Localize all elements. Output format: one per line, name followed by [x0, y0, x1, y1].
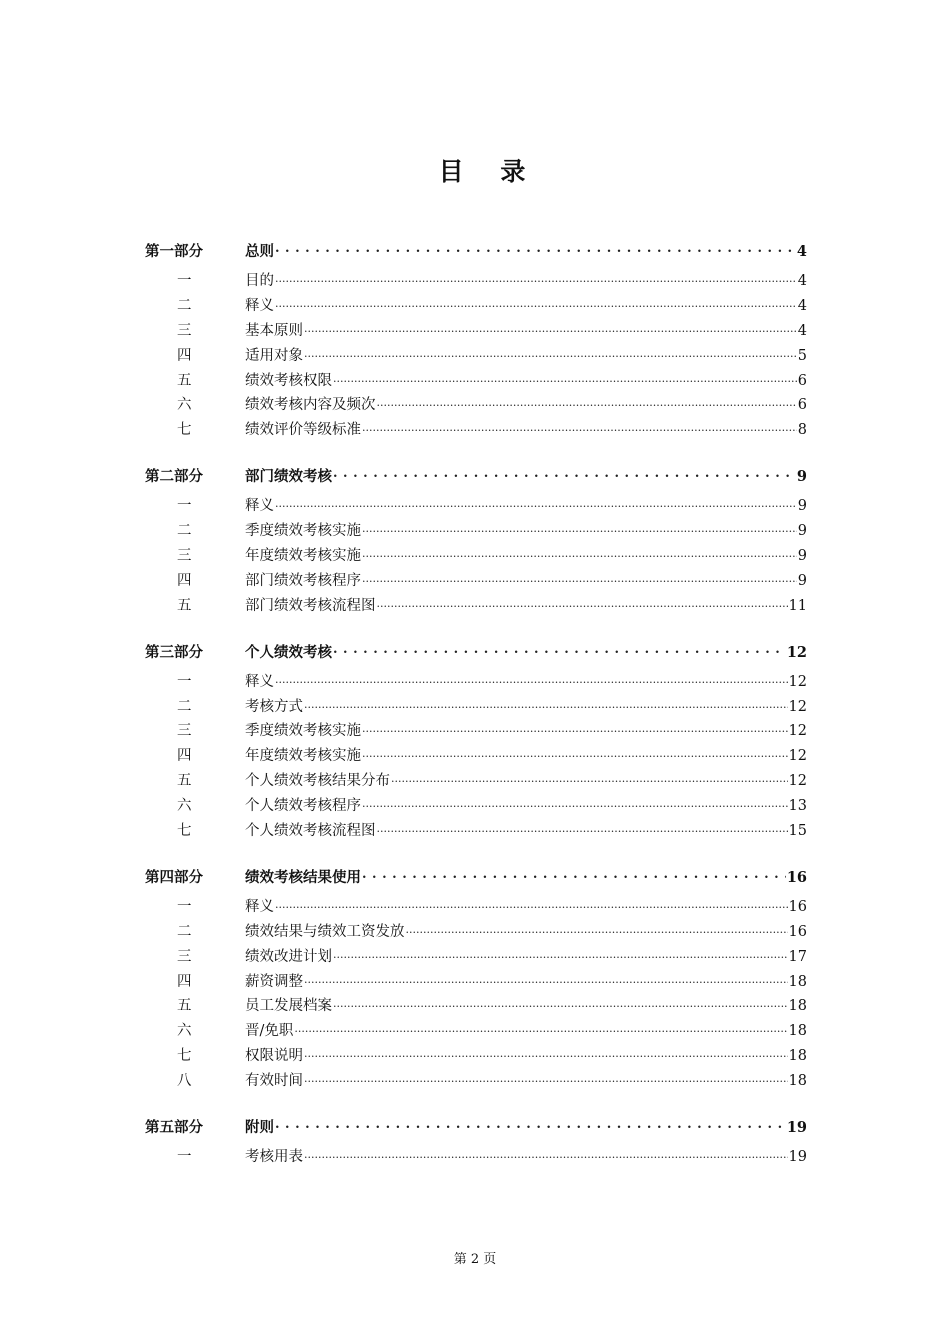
toc-section-entry[interactable] [145, 418, 807, 443]
toc-section-number: 一 [177, 673, 192, 690]
toc-section-title: 绩效结果与绩效工资发放 [245, 923, 405, 940]
toc-section-entry[interactable] [145, 319, 807, 344]
page-footer: 第 2 页 [453, 1252, 497, 1267]
toc-part-entry[interactable] [145, 240, 807, 267]
toc-section-number: 一 [177, 898, 192, 915]
toc-section-number: 六 [177, 397, 192, 414]
toc-section-entry[interactable] [145, 1069, 807, 1094]
toc-section-entry[interactable] [145, 670, 807, 695]
toc-section-title: 目的 [245, 273, 274, 289]
toc-section-title: 权限说明 [245, 1048, 303, 1065]
toc-page-number: 16 [786, 868, 807, 886]
toc-page-number: 15 [788, 823, 807, 840]
toc-section-number: 二 [177, 923, 192, 940]
toc-section-number: 二 [177, 297, 192, 314]
toc-page-number: 4 [797, 273, 807, 289]
toc-dot-leader [333, 370, 797, 385]
toc-section-title: 适用对象 [245, 347, 303, 364]
toc-section-title: 基本原则 [245, 322, 303, 339]
toc-dot-leader [304, 1046, 788, 1061]
toc-page-number: 16 [788, 898, 807, 915]
toc-part [145, 641, 807, 844]
toc-section-number: 二 [177, 698, 192, 715]
toc-part-title: 附则 [245, 1119, 274, 1137]
toc-section-number: 四 [177, 973, 192, 990]
toc-section-number: 五 [177, 372, 192, 389]
toc-part [145, 866, 807, 1094]
toc-dot-leader [275, 896, 788, 911]
toc-part-entry[interactable] [145, 866, 807, 893]
toc-section-title: 释义 [245, 297, 274, 314]
toc-dot-leader [304, 320, 797, 335]
toc-section-title: 绩效考核权限 [245, 372, 332, 389]
toc-page-number: 4 [797, 297, 807, 314]
toc-dot-leader [275, 671, 788, 686]
toc-section-number: 一 [177, 1149, 192, 1166]
toc-part-entry[interactable] [145, 641, 807, 668]
toc-page-number: 12 [788, 748, 807, 765]
toc-section-title: 晋/免职 [245, 1023, 294, 1040]
toc-section-number: 六 [177, 1023, 192, 1040]
toc-dot-leader [275, 295, 797, 310]
toc-dot-leader [377, 395, 797, 410]
toc-part-entry[interactable] [145, 1116, 807, 1143]
toc-section-title: 考核用表 [245, 1149, 303, 1166]
toc-dot-leader [304, 345, 797, 360]
toc-page-number: 9 [797, 548, 807, 565]
toc-section-title: 考核方式 [245, 698, 303, 715]
toc-part-title: 总则 [245, 243, 274, 260]
toc-part [145, 465, 807, 618]
toc-section-number: 八 [177, 1073, 192, 1090]
toc-section-number: 三 [177, 948, 192, 965]
toc-page-number: 4 [797, 322, 807, 339]
toc-page-number: 19 [786, 1119, 807, 1137]
toc-section-entry[interactable] [145, 970, 807, 995]
toc-section-title: 部门绩效考核流程图 [245, 597, 376, 614]
toc-dot-leader [304, 971, 788, 986]
toc-dot-leader [333, 996, 788, 1011]
toc-page-number: 9 [797, 523, 807, 540]
toc-section-title: 绩效改进计划 [245, 948, 332, 965]
toc-dot-leader [275, 1118, 786, 1133]
toc-part-label: 第四部分 [145, 868, 203, 886]
toc-section-number: 四 [177, 347, 192, 364]
toc-page-number: 12 [788, 773, 807, 790]
toc-section-entry[interactable] [145, 269, 807, 294]
toc-dot-leader [294, 1021, 787, 1036]
toc-dot-leader [362, 570, 797, 585]
toc-section-entry[interactable] [145, 744, 807, 769]
toc-section-entry[interactable] [145, 393, 807, 418]
toc-page-number: 8 [797, 422, 807, 439]
toc-section-entry[interactable] [145, 895, 807, 920]
toc-dot-leader [362, 721, 788, 736]
toc-section-title: 释义 [245, 498, 274, 515]
toc-dot-leader [377, 595, 788, 610]
toc-section-number: 二 [177, 523, 192, 540]
toc-section-entry[interactable] [145, 569, 807, 594]
toc-part [145, 1116, 807, 1170]
toc-page-number: 18 [788, 1048, 807, 1065]
toc-section-title: 年度绩效考核实施 [245, 748, 361, 765]
toc-section-title: 个人绩效考核结果分布 [245, 773, 390, 790]
toc-section-number: 三 [177, 548, 192, 565]
toc-page-number: 18 [788, 1023, 807, 1040]
toc-page-number: 18 [788, 1073, 807, 1090]
toc-section-number: 六 [177, 798, 192, 815]
toc-section-title: 有效时间 [245, 1073, 303, 1090]
toc-dot-leader [362, 867, 786, 882]
toc-dot-leader [333, 946, 788, 961]
toc-part [145, 240, 807, 443]
toc-page-number: 12 [788, 723, 807, 740]
toc-page-number: 11 [788, 597, 807, 614]
toc-part-label: 第一部分 [145, 243, 203, 260]
toc-section-entry[interactable] [145, 1145, 807, 1170]
toc-dot-leader [362, 746, 788, 761]
toc-section-number: 七 [177, 422, 192, 439]
toc-dot-leader [275, 496, 797, 511]
toc-page-number: 13 [788, 798, 807, 815]
toc-section-title: 绩效考核内容及频次 [245, 397, 376, 414]
toc-page-number: 19 [788, 1149, 807, 1166]
toc-section-title: 个人绩效考核流程图 [245, 823, 376, 840]
toc-dot-leader [333, 642, 786, 657]
toc-section-entry[interactable] [145, 1019, 807, 1044]
toc-section-number: 五 [177, 773, 192, 790]
toc-dot-leader [304, 1147, 788, 1162]
toc-dot-leader [362, 521, 797, 536]
toc-section-number: 七 [177, 1048, 192, 1065]
toc-page-number: 5 [797, 347, 807, 364]
toc-section-number: 五 [177, 998, 192, 1015]
toc-page-number: 17 [788, 948, 807, 965]
toc-section-title: 个人绩效考核程序 [245, 798, 361, 815]
toc-dot-leader [377, 821, 788, 836]
toc-page-number: 16 [788, 923, 807, 940]
toc-part-entry[interactable] [145, 465, 807, 492]
toc-dot-leader [275, 271, 797, 286]
toc-section-entry[interactable] [145, 294, 807, 319]
toc-dot-leader [406, 921, 788, 936]
toc-section-title: 释义 [245, 673, 274, 690]
toc-part-label: 第三部分 [145, 643, 203, 661]
toc-section-entry[interactable] [145, 519, 807, 544]
toc-section-title: 年度绩效考核实施 [245, 548, 361, 565]
toc-dot-leader [275, 242, 796, 257]
toc-dot-leader [362, 420, 797, 435]
toc-part-title: 绩效考核结果使用 [245, 868, 361, 886]
toc-part-label: 第五部分 [145, 1119, 203, 1137]
toc-page-number: 9 [797, 498, 807, 515]
toc-section-entry[interactable] [145, 794, 807, 819]
toc-section-entry[interactable] [145, 369, 807, 394]
toc-dot-leader [362, 796, 788, 811]
toc-section-number: 三 [177, 322, 192, 339]
page-title: 目 录 [438, 157, 540, 186]
toc-page-number: 12 [786, 643, 807, 661]
toc-section-entry[interactable] [145, 819, 807, 844]
toc-section-number: 一 [177, 498, 192, 515]
toc-page-number: 6 [797, 397, 807, 414]
toc-dot-leader [304, 696, 788, 711]
toc-page-number: 12 [788, 698, 807, 715]
toc-section-entry[interactable] [145, 945, 807, 970]
toc-section-title: 绩效评价等级标准 [245, 422, 361, 439]
toc-page-number: 4 [796, 243, 807, 260]
toc-section-entry[interactable] [145, 695, 807, 720]
toc-section-number: 一 [177, 273, 192, 289]
toc-section-number: 三 [177, 723, 192, 740]
toc-dot-leader [362, 546, 797, 561]
toc-section-entry[interactable] [145, 920, 807, 945]
toc-page-number: 12 [788, 673, 807, 690]
toc-section-entry[interactable] [145, 494, 807, 519]
toc-section-entry[interactable] [145, 769, 807, 794]
toc-page-number: 18 [788, 998, 807, 1015]
toc-section-entry[interactable] [145, 544, 807, 569]
toc-section-number: 五 [177, 597, 192, 614]
toc-page-number: 9 [796, 468, 807, 486]
table-of-contents [145, 240, 807, 1192]
toc-part-title: 部门绩效考核 [245, 468, 332, 486]
toc-part-title: 个人绩效考核 [245, 643, 332, 661]
toc-section-title: 部门绩效考核程序 [245, 572, 361, 589]
toc-page-number: 6 [797, 372, 807, 389]
toc-section-entry[interactable] [145, 1044, 807, 1069]
toc-page-number: 9 [797, 572, 807, 589]
toc-section-title: 季度绩效考核实施 [245, 723, 361, 740]
toc-section-entry[interactable] [145, 719, 807, 744]
toc-section-entry[interactable] [145, 994, 807, 1019]
toc-section-title: 季度绩效考核实施 [245, 523, 361, 540]
toc-dot-leader [333, 467, 796, 482]
toc-dot-leader [391, 771, 788, 786]
toc-section-entry[interactable] [145, 344, 807, 369]
toc-section-title: 员工发展档案 [245, 998, 332, 1015]
toc-section-number: 七 [177, 823, 192, 840]
toc-section-entry[interactable] [145, 594, 807, 619]
toc-section-title: 释义 [245, 898, 274, 915]
toc-dot-leader [304, 1071, 788, 1086]
toc-part-label: 第二部分 [145, 468, 203, 486]
toc-section-number: 四 [177, 572, 192, 589]
toc-section-title: 薪资调整 [245, 973, 303, 990]
toc-page-number: 18 [788, 973, 807, 990]
toc-section-number: 四 [177, 748, 192, 765]
